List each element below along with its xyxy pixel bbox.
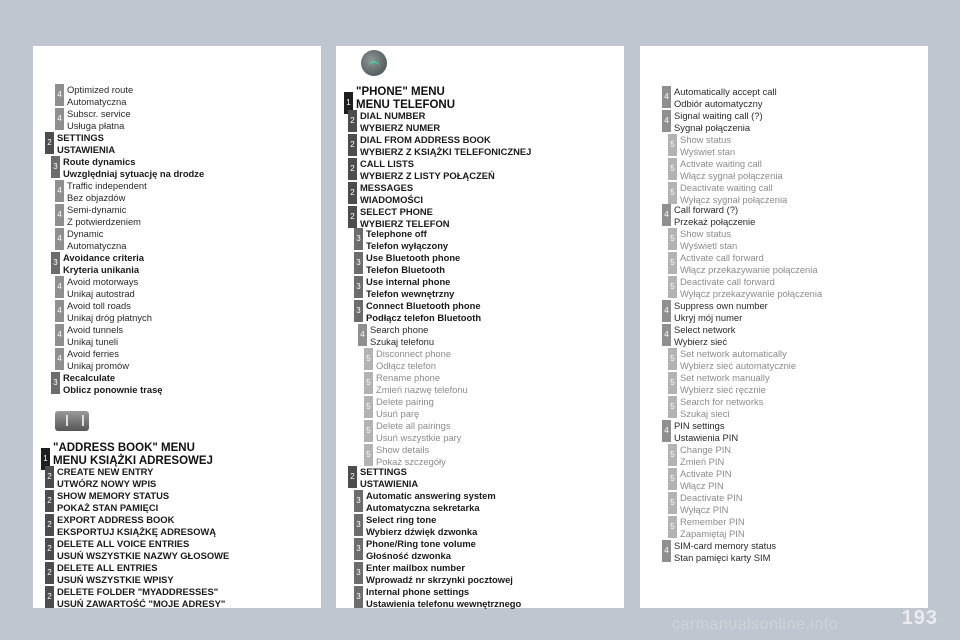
entry-label-en: Automatic answering system [366, 490, 496, 501]
entry-label-en: "ADDRESS BOOK" MENU [53, 442, 195, 454]
entry-label-pl: Zmień PIN [680, 455, 725, 467]
level-badge: 2 [45, 538, 54, 560]
entry-label-en: SIM-card memory status [674, 540, 777, 551]
menu-entry-text [67, 324, 319, 347]
menu-entry-text [57, 514, 319, 537]
entry-label-en: Use internal phone [366, 276, 451, 287]
menu-entry-text [680, 348, 926, 371]
entry-label-en: Remember PIN [680, 516, 745, 527]
menu-entry-text [376, 396, 622, 419]
entry-label-en: Select network [674, 324, 736, 335]
entry-label-en: Avoid toll roads [67, 300, 131, 311]
entry-label-en: Select ring tone [366, 514, 437, 525]
level-badge: 5 [668, 348, 677, 370]
entry-label-en: DELETE ALL VOICE ENTRIES [57, 538, 190, 549]
level-badge: 4 [662, 86, 671, 108]
level-badge: 5 [668, 276, 677, 298]
entry-label-pl: Automatyczna [67, 239, 127, 251]
level-badge: 5 [364, 420, 373, 442]
entry-label-pl: Podłącz telefon Bluetooth [366, 311, 482, 323]
level-badge: 3 [354, 300, 363, 322]
entry-label-en: SETTINGS [57, 132, 104, 143]
entry-label-en: SELECT PHONE [360, 206, 433, 217]
level-badge: 5 [364, 348, 373, 370]
level-badge: 3 [354, 586, 363, 608]
menu-entry-text [57, 132, 319, 155]
entry-label-en: Call forward (?) [674, 204, 739, 215]
menu-entry-text [680, 516, 926, 539]
address-book-icon [55, 411, 89, 431]
level-badge: 3 [51, 156, 60, 178]
entry-label-en: Optimized route [67, 84, 134, 95]
entry-label-pl: WYBIERZ NUMER [360, 121, 441, 133]
menu-entry-text [57, 466, 319, 489]
level-badge: 4 [662, 420, 671, 442]
level-badge: 2 [45, 466, 54, 488]
menu-entry-text [680, 276, 926, 299]
menu-entry-text [57, 538, 319, 561]
entry-label-pl: Sygnał połączenia [674, 121, 751, 133]
entry-label-pl: Wyłącz PIN [680, 503, 729, 515]
entry-label-pl: Telefon wyłączony [366, 239, 449, 251]
level-badge: 5 [668, 372, 677, 394]
entry-label-pl: Włącz sygnał połączenia [680, 169, 783, 181]
entry-label-pl: Szukaj telefonu [370, 335, 435, 347]
level-badge: 3 [354, 228, 363, 250]
entry-label-en: CREATE NEW ENTRY [57, 466, 154, 477]
menu-entry-text [680, 228, 926, 251]
entry-label-en: Signal waiting call (?) [674, 110, 763, 121]
entry-label-en: DELETE ALL ENTRIES [57, 562, 158, 573]
entry-label-en: DIAL NUMBER [360, 110, 426, 121]
level-badge: 2 [348, 466, 357, 488]
menu-entry-text [360, 158, 622, 181]
menu-entry-text [674, 204, 926, 227]
menu-entry-text [53, 442, 319, 467]
level-badge: 2 [348, 110, 357, 132]
entry-label-en: PIN settings [674, 420, 725, 431]
menu-entry-text [376, 420, 622, 443]
entry-label-pl: MENU KSIĄŻKI ADRESOWEJ [53, 454, 213, 467]
menu-entry-text [680, 492, 926, 515]
menu-entry-text [674, 300, 926, 323]
menu-entry-text [67, 84, 319, 107]
level-badge: 5 [668, 182, 677, 204]
menu-entry-text [67, 348, 319, 371]
level-badge: 3 [354, 562, 363, 584]
menu-entry-text [366, 300, 622, 323]
entry-label-en: Use Bluetooth phone [366, 252, 461, 263]
menu-entry-text [360, 182, 622, 205]
entry-label-en: Delete pairing [376, 396, 434, 407]
entry-label-en: Activate call forward [680, 252, 764, 263]
menu-entry-text [67, 276, 319, 299]
entry-label-pl: Automatyczna [67, 95, 127, 107]
entry-label-pl: Usuń wszystkie pary [376, 431, 462, 443]
level-badge: 2 [45, 514, 54, 536]
entry-label-en: Disconnect phone [376, 348, 452, 359]
menu-entry-text [674, 110, 926, 133]
menu-entry-text [680, 444, 926, 467]
entry-label-en: DIAL FROM ADDRESS BOOK [360, 134, 491, 145]
entry-label-pl: Unikaj autostrad [67, 287, 135, 299]
level-badge: 3 [354, 252, 363, 274]
level-badge: 5 [668, 252, 677, 274]
entry-label-en: Rename phone [376, 372, 441, 383]
level-badge: 5 [364, 372, 373, 394]
entry-label-en: Set network automatically [680, 348, 787, 359]
phone-icon [361, 50, 387, 76]
menu-entry-text [57, 490, 319, 513]
level-badge: 5 [668, 516, 677, 538]
level-badge: 3 [51, 252, 60, 274]
watermark: carmanualsonline.info [672, 616, 839, 633]
entry-label-pl: UTWÓRZ NOWY WPIS [57, 477, 157, 489]
level-badge: 4 [55, 108, 64, 130]
entry-label-pl: Szukaj sieci [680, 407, 730, 419]
level-badge: 2 [45, 490, 54, 512]
entry-label-pl: Bez objazdów [67, 191, 126, 203]
entry-label-en: Search phone [370, 324, 429, 335]
entry-label-en: CALL LISTS [360, 158, 414, 169]
menu-entry-text [356, 86, 622, 111]
level-badge: 1 [41, 448, 50, 470]
entry-label-pl: USUŃ WSZYSTKIE NAZWY GŁOSOWE [57, 549, 230, 561]
entry-label-en: SETTINGS [360, 466, 407, 477]
level-badge: 4 [55, 324, 64, 346]
level-badge: 2 [348, 134, 357, 156]
menu-entry-text [680, 396, 926, 419]
entry-label-en: DELETE FOLDER "MYADDRESSES" [57, 586, 219, 597]
entry-label-pl: WIADOMOŚCI [360, 193, 424, 205]
entry-label-en: Activate PIN [680, 468, 732, 479]
level-badge: 4 [55, 348, 64, 370]
entry-label-en: Route dynamics [63, 156, 136, 167]
entry-label-en: "PHONE" MENU [356, 86, 445, 98]
entry-label-en: Enter mailbox number [366, 562, 465, 573]
entry-label-pl: Zmień nazwę telefonu [376, 383, 468, 395]
menu-entry-text [67, 108, 319, 131]
menu-entry-text [674, 324, 926, 347]
level-badge: 4 [662, 540, 671, 562]
level-badge: 5 [668, 158, 677, 180]
entry-label-pl: Włącz przekazywanie połączenia [680, 263, 818, 275]
entry-label-pl: Oblicz ponownie trasę [63, 383, 163, 395]
menu-entry-text [674, 540, 926, 563]
entry-label-en: Show details [376, 444, 430, 455]
menu-entry-text [366, 228, 622, 251]
menu-panel-phone [336, 46, 624, 608]
menu-entry-text [680, 134, 926, 157]
entry-label-en: Phone/Ring tone volume [366, 538, 476, 549]
entry-label-pl: Ustawienia telefonu wewnętrznego [366, 597, 522, 609]
entry-label-pl: Kryteria unikania [63, 263, 140, 275]
entry-label-pl: Ustawienia PIN [674, 431, 739, 443]
entry-label-en: EXPORT ADDRESS BOOK [57, 514, 175, 525]
entry-label-en: Show status [680, 134, 732, 145]
level-badge: 4 [55, 300, 64, 322]
menu-entry-text [680, 158, 926, 181]
level-badge: 3 [51, 372, 60, 394]
menu-panel-navigation-address-book [33, 46, 321, 608]
level-badge: 3 [354, 514, 363, 536]
menu-entry-text [370, 324, 622, 347]
level-badge: 5 [668, 492, 677, 514]
entry-label-pl: EKSPORTUJ KSIĄŻKĘ ADRESOWĄ [57, 525, 217, 537]
menu-entry-text [366, 514, 622, 537]
entry-label-pl: WYBIERZ Z LISTY POŁĄCZEŃ [360, 169, 495, 181]
menu-entry-text [360, 134, 622, 157]
entry-label-pl: USTAWIENIA [360, 477, 419, 489]
level-badge: 1 [344, 92, 353, 114]
entry-label-en: Change PIN [680, 444, 732, 455]
entry-label-pl: Wprowadź nr skrzynki pocztowej [366, 573, 513, 585]
entry-label-pl: Wyświet stan [680, 145, 736, 157]
level-badge: 4 [662, 300, 671, 322]
menu-entry-text [360, 466, 622, 489]
menu-entry-text [674, 86, 926, 109]
menu-entry-text [67, 300, 319, 323]
menu-entry-text [376, 444, 622, 467]
entry-label-pl: Stan pamięci karty SIM [674, 551, 771, 563]
entry-label-en: Semi-dynamic [67, 204, 127, 215]
entry-label-pl: Włącz PIN [680, 479, 724, 491]
level-badge: 2 [348, 206, 357, 228]
menu-entry-text [674, 420, 926, 443]
level-badge: 4 [358, 324, 367, 346]
menu-panel-phone-settings [640, 46, 928, 608]
entry-label-pl: Odłącz telefon [376, 359, 436, 371]
menu-entry-text [57, 562, 319, 585]
menu-entry-text [67, 180, 319, 203]
menu-entry-text [680, 372, 926, 395]
menu-entry-text [366, 538, 622, 561]
level-badge: 2 [45, 586, 54, 608]
level-badge: 5 [668, 228, 677, 250]
entry-label-pl: WYBIERZ Z KSIĄŻKI TELEFONICZNEJ [360, 145, 532, 157]
entry-label-pl: Uwzględniaj sytuację na drodze [63, 167, 205, 179]
level-badge: 3 [354, 538, 363, 560]
entry-label-pl: USTAWIENIA [57, 143, 116, 155]
level-badge: 3 [354, 490, 363, 512]
menu-entry-text [366, 252, 622, 275]
menu-entry-text [680, 182, 926, 205]
entry-label-pl: USUŃ WSZYSTKIE WPISY [57, 573, 174, 585]
level-badge: 2 [45, 132, 54, 154]
page-number: 193 [901, 607, 938, 629]
entry-label-pl: Zapamiętaj PIN [680, 527, 745, 539]
level-badge: 4 [662, 324, 671, 346]
level-badge: 4 [662, 204, 671, 226]
level-badge: 4 [55, 204, 64, 226]
entry-label-en: Delete all pairings [376, 420, 451, 431]
menu-entry-text [67, 228, 319, 251]
entry-label-pl: Odbiór automatyczny [674, 97, 763, 109]
entry-label-en: MESSAGES [360, 182, 414, 193]
menu-entry-text [366, 562, 622, 585]
level-badge: 4 [55, 228, 64, 250]
menu-entry-text [67, 204, 319, 227]
menu-entry-text [680, 468, 926, 491]
entry-label-en: Search for networks [680, 396, 764, 407]
level-badge: 5 [668, 468, 677, 490]
entry-label-pl: MENU TELEFONU [356, 98, 456, 111]
entry-label-pl: Wybierz sieć ręcznie [680, 383, 766, 395]
entry-label-en: Avoid ferries [67, 348, 119, 359]
entry-label-en: Avoid motorways [67, 276, 139, 287]
entry-label-pl: Z potwierdzeniem [67, 215, 141, 227]
entry-label-en: Avoid tunnels [67, 324, 124, 335]
menu-entry-text [63, 252, 319, 275]
entry-label-en: Activate waiting call [680, 158, 762, 169]
level-badge: 2 [348, 158, 357, 180]
entry-label-pl: Ukryj mój numer [674, 311, 743, 323]
entry-label-en: Traffic independent [67, 180, 147, 191]
level-badge: 5 [668, 134, 677, 156]
menu-entry-text [376, 348, 622, 371]
level-badge: 5 [364, 444, 373, 466]
menu-entry-text [366, 276, 622, 299]
entry-label-pl: Telefon Bluetooth [366, 263, 445, 275]
entry-label-pl: WYBIERZ TELEFON [360, 217, 450, 229]
entry-label-en: Deactivate PIN [680, 492, 743, 503]
entry-label-en: Dynamic [67, 228, 104, 239]
menu-entry-text [360, 206, 622, 229]
level-badge: 4 [55, 276, 64, 298]
entry-label-en: Automatically accept call [674, 86, 777, 97]
menu-entry-text [63, 372, 319, 395]
menu-entry-text [360, 110, 622, 133]
entry-label-pl: Unikaj promów [67, 359, 129, 371]
menu-entry-text [63, 156, 319, 179]
entry-label-pl: Unikaj dróg płatnych [67, 311, 152, 323]
entry-label-pl: Wybierz sieć automatycznie [680, 359, 797, 371]
menu-entry-text [680, 252, 926, 275]
entry-label-pl: Wybierz sieć [674, 335, 728, 347]
menu-entry-text [376, 372, 622, 395]
level-badge: 2 [45, 562, 54, 584]
level-badge: 3 [354, 276, 363, 298]
entry-label-pl: Usuń parę [376, 407, 420, 419]
menu-entry-text [366, 490, 622, 513]
entry-label-pl: Pokaż szczegóły [376, 455, 446, 467]
entry-label-en: Internal phone settings [366, 586, 470, 597]
entry-label-en: SHOW MEMORY STATUS [57, 490, 170, 501]
entry-label-pl: Przekaż połączenie [674, 215, 756, 227]
entry-label-en: Subscr. service [67, 108, 131, 119]
entry-label-en: Avoidance criteria [63, 252, 144, 263]
entry-label-pl: Wyłącz sygnał połączenia [680, 193, 788, 205]
entry-label-en: Recalculate [63, 372, 116, 383]
level-badge: 4 [55, 180, 64, 202]
entry-label-pl: Wyświetl stan [680, 239, 738, 251]
level-badge: 4 [55, 84, 64, 106]
entry-label-pl: POKAŻ STAN PAMIĘCI [57, 501, 159, 513]
entry-label-pl: Automatyczna sekretarka [366, 501, 480, 513]
menu-entry-text [57, 586, 319, 609]
level-badge: 5 [364, 396, 373, 418]
entry-label-pl: Wyłącz przekazywanie połączenia [680, 287, 823, 299]
entry-label-en: Suppress own number [674, 300, 768, 311]
entry-label-en: Deactivate waiting call [680, 182, 773, 193]
level-badge: 2 [348, 182, 357, 204]
level-badge: 4 [662, 110, 671, 132]
entry-label-en: Set network manually [680, 372, 770, 383]
entry-label-en: Show status [680, 228, 732, 239]
entry-label-pl: Usługa płatna [67, 119, 125, 131]
entry-label-pl: Wybierz dźwięk dzwonka [366, 525, 478, 537]
entry-label-en: Connect Bluetooth phone [366, 300, 481, 311]
entry-label-en: Deactivate call forward [680, 276, 775, 287]
menu-entry-text [366, 586, 622, 609]
level-badge: 5 [668, 444, 677, 466]
entry-label-en: Telephone off [366, 228, 427, 239]
entry-label-pl: Głośność dzwonka [366, 549, 451, 561]
entry-label-pl: Unikaj tuneli [67, 335, 119, 347]
entry-label-pl: Telefon wewnętrzny [366, 287, 455, 299]
entry-label-pl: USUŃ ZAWARTOŚĆ "MOJE ADRESY" [57, 597, 226, 609]
level-badge: 5 [668, 396, 677, 418]
